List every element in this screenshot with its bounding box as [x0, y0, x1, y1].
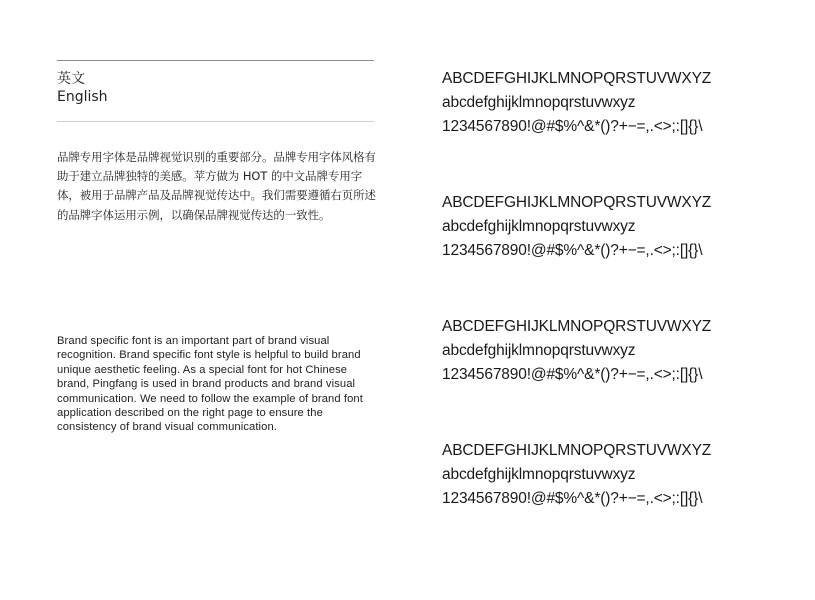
- font-specimen-1: [442, 67, 772, 139]
- font-specimen-4: [442, 439, 772, 511]
- heading-en: English: [57, 89, 108, 105]
- description-en: Brand specific font is an important part of brand visual recognition. Brand specific font style is helpful to build brand unique aesthetic feeling. As a special font for hot Chinese brand, Pingfang is used in brand products and brand visual communication. We need to follow the example of brand font application described on the right page to ensure the consistency of brand visual communication.: [57, 335, 363, 434]
- description-zh: 品牌专用字体是品牌视觉识别的重要部分。品牌专用字体风格有助于建立品牌独特的美感。苹方做为 HOT 的中文品牌专用字体，被用于品牌产品及品牌视觉传达中。我们需要遵循右页所述的品牌字体运用示例，以确保品牌视觉传达的一致性。: [57, 150, 376, 222]
- specimen-lowercase: abcdefghijklmnopqrstuvwxyz: [442, 218, 636, 235]
- specimen-uppercase: ABCDEFGHIJKLMNOPQRSTUVWXYZ: [442, 70, 712, 87]
- specimen-symbols: 1234567890!@#$%^&*()?+−=,.<>;:[]{}\: [442, 242, 703, 259]
- font-specimen-3: [442, 315, 772, 387]
- specimen-symbols: 1234567890!@#$%^&*()?+−=,.<>;:[]{}\: [442, 366, 703, 383]
- heading-divider: [57, 121, 374, 122]
- font-specimen-2: [442, 191, 772, 263]
- specimen-uppercase: ABCDEFGHIJKLMNOPQRSTUVWXYZ: [442, 194, 712, 211]
- specimen-lowercase: abcdefghijklmnopqrstuvwxyz: [442, 466, 636, 483]
- top-divider: [57, 60, 374, 61]
- heading-zh: 英文: [57, 71, 85, 87]
- specimen-uppercase: ABCDEFGHIJKLMNOPQRSTUVWXYZ: [442, 442, 712, 459]
- specimen-symbols: 1234567890!@#$%^&*()?+−=,.<>;:[]{}\: [442, 118, 703, 135]
- specimen-symbols: 1234567890!@#$%^&*()?+−=,.<>;:[]{}\: [442, 490, 703, 507]
- specimen-uppercase: ABCDEFGHIJKLMNOPQRSTUVWXYZ: [442, 318, 712, 335]
- specimen-lowercase: abcdefghijklmnopqrstuvwxyz: [442, 342, 636, 359]
- specimen-lowercase: abcdefghijklmnopqrstuvwxyz: [442, 94, 636, 111]
- section-heading: [57, 70, 108, 106]
